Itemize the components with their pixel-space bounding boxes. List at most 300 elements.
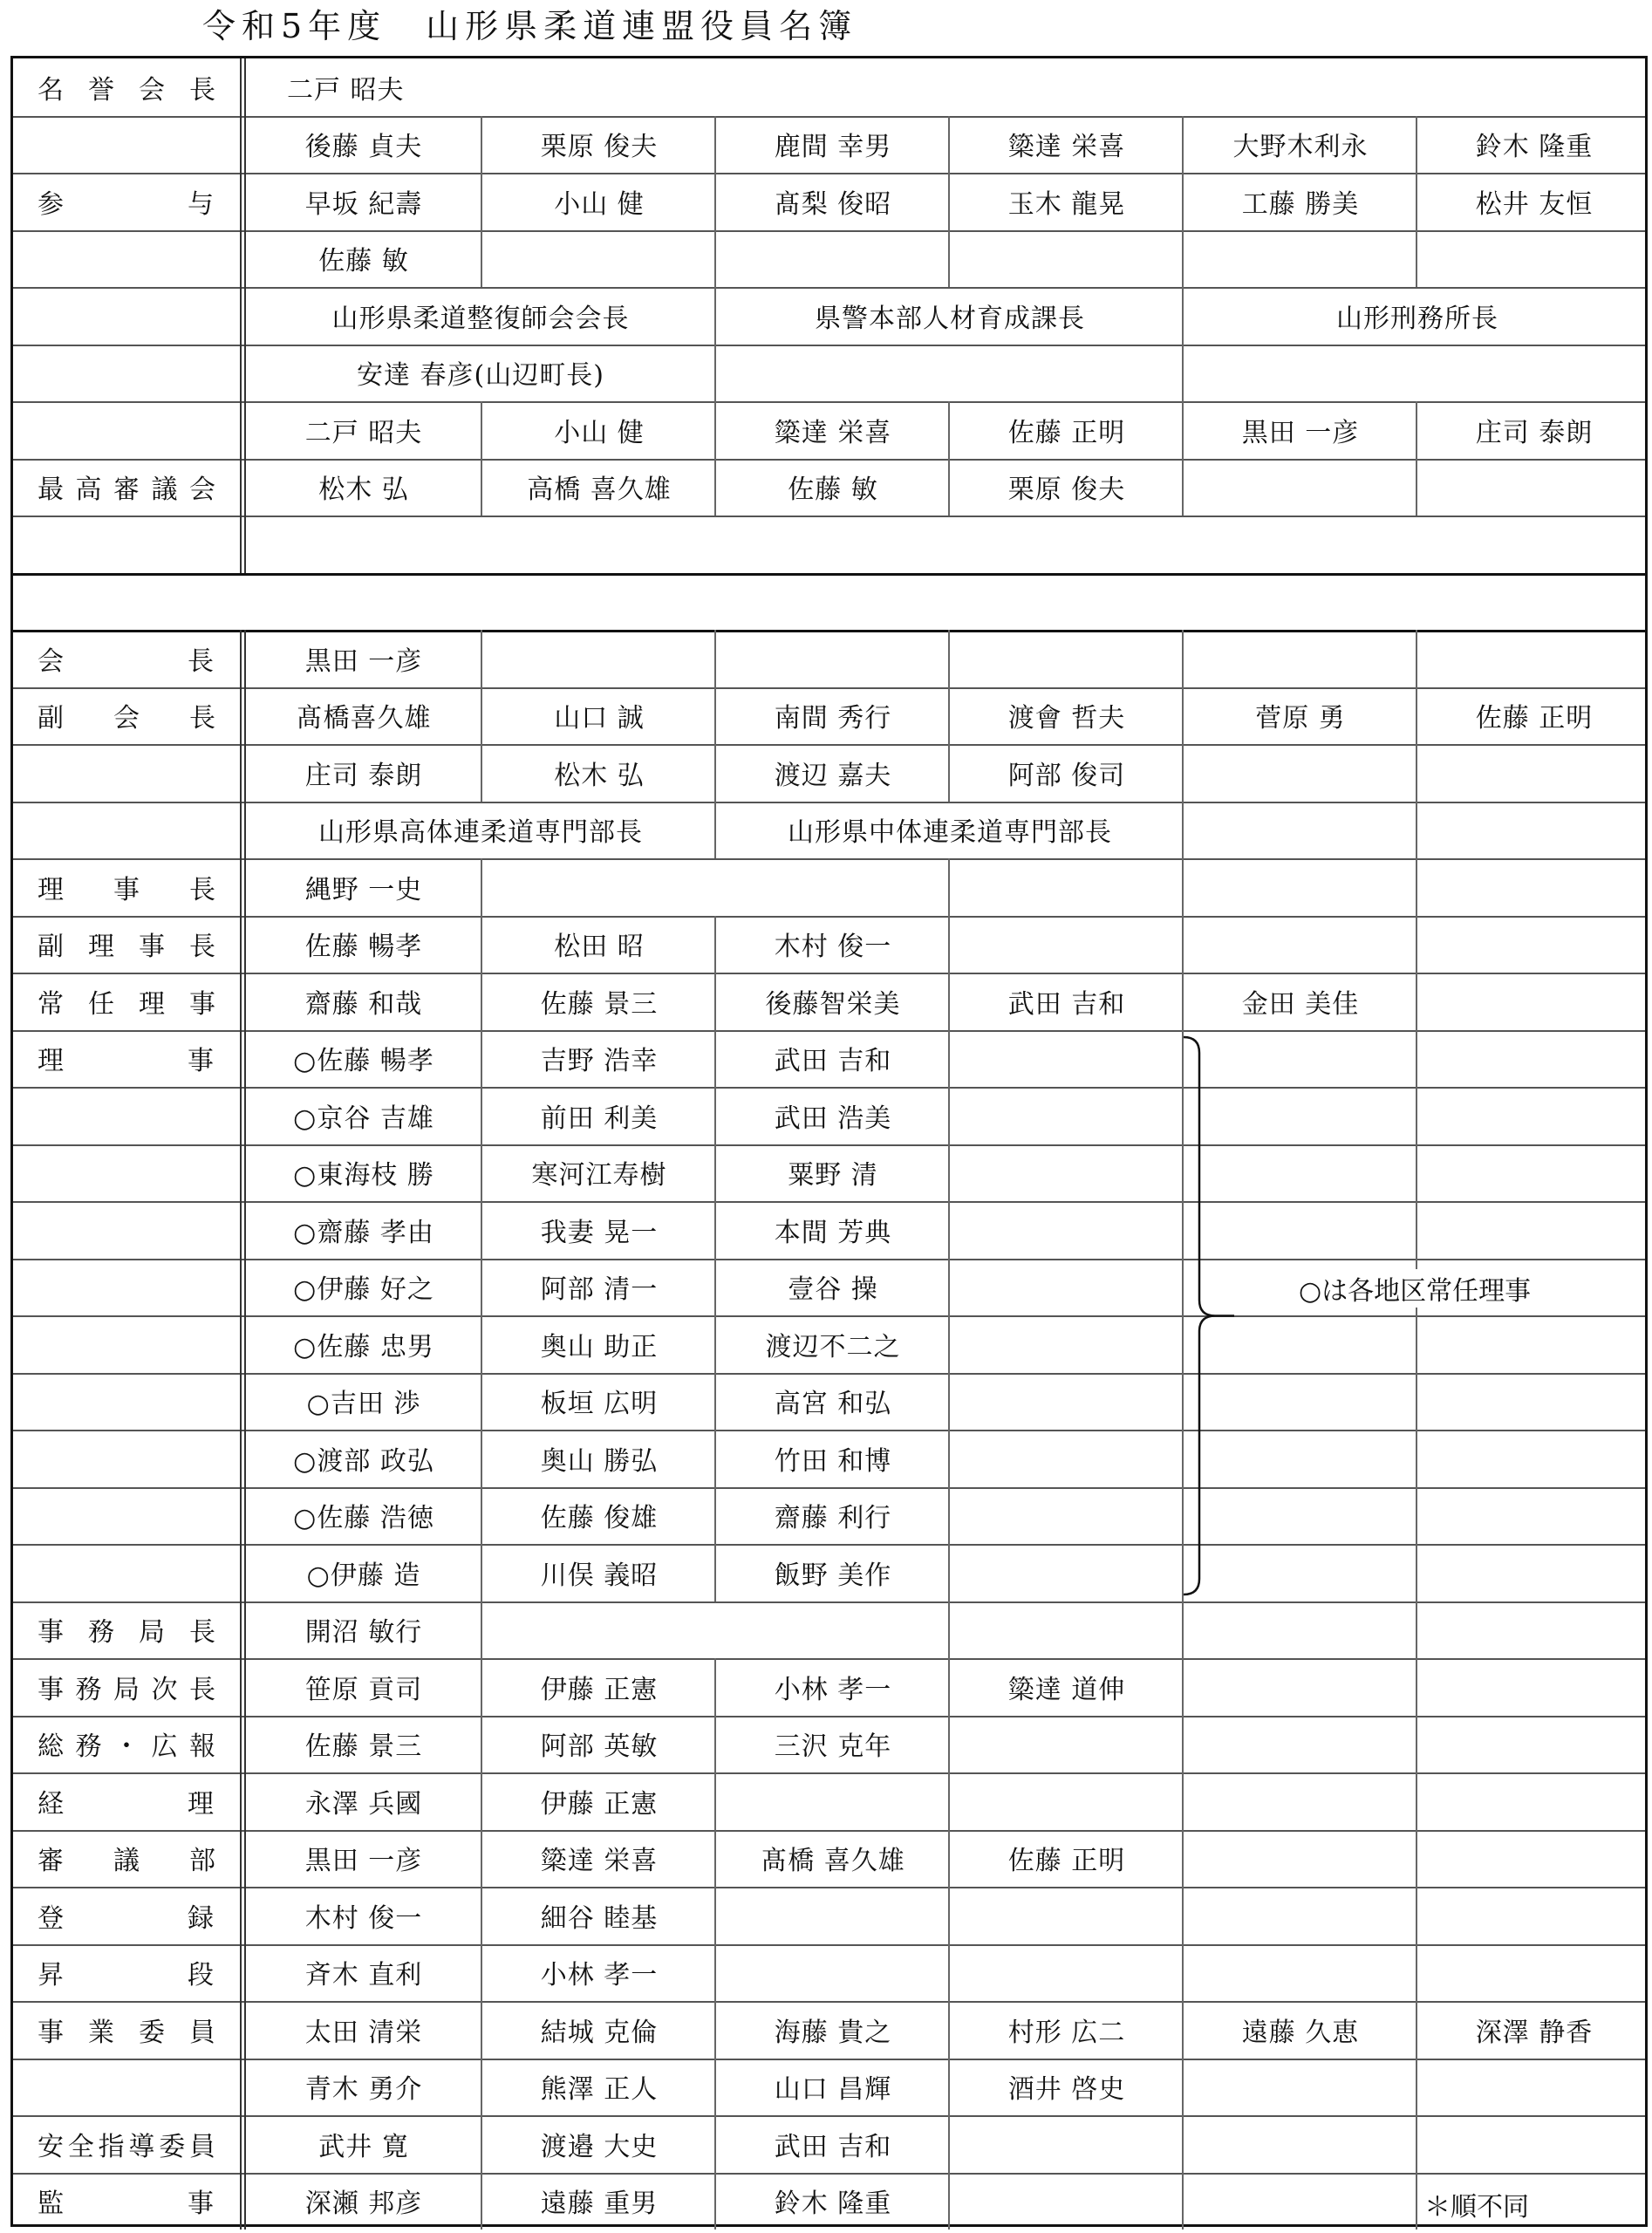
name-cell <box>714 345 1184 402</box>
name-cell: 山形県高体連柔道専門部長 <box>318 817 643 849</box>
name-cell: 鈴木 隆重 <box>714 2173 950 2230</box>
row-label-char: 理 <box>38 874 64 905</box>
name-cell <box>1416 459 1651 516</box>
name-cell: 木村 俊一 <box>304 1902 423 1934</box>
name-cell: 佐藤 暢孝 <box>304 932 423 963</box>
name-cell: 吉野 浩幸 <box>481 1030 716 1088</box>
name-cell: 金田 美佳 <box>1182 973 1417 1030</box>
name-cell: 小山 健 <box>481 173 716 230</box>
row-label <box>13 1716 240 1773</box>
row-label <box>13 516 240 573</box>
name-cell <box>1182 230 1417 288</box>
name-cell: 高橋 喜久雄 <box>481 459 716 516</box>
table-row <box>13 459 1645 518</box>
row-label-char: 審 <box>113 475 140 506</box>
name-cell <box>948 2173 1184 2230</box>
row-label-char: 業 <box>88 2017 114 2048</box>
name-cell: 簗達 道伸 <box>948 1658 1184 1716</box>
row-label-char: 会 <box>38 645 64 677</box>
row-label <box>13 1430 240 1487</box>
name-cell: 菅原 勇 <box>1182 687 1417 745</box>
name-cell <box>1416 1716 1651 1773</box>
row-label-char: ・ <box>113 1731 140 1763</box>
name-cell <box>714 230 950 288</box>
name-cell: 髙橋喜久雄 <box>296 703 432 734</box>
name-cell: 大野木利永 <box>1182 116 1417 174</box>
name-cell <box>1416 858 1651 916</box>
table-row <box>13 1544 1645 1603</box>
name-cell: 開沼 敏行 <box>304 1617 423 1649</box>
name-cell <box>1182 2059 1417 2116</box>
name-cell: 山形刑務所長 <box>1182 287 1651 345</box>
name-cell <box>948 916 1184 973</box>
row-label <box>13 2115 240 2173</box>
name-cell: 佐藤 正明 <box>948 401 1184 459</box>
table-row <box>13 345 1645 404</box>
name-cell: 山口 誠 <box>481 687 716 745</box>
name-cell: ○東海枝 勝 <box>293 1160 434 1192</box>
row-label-char: 事 <box>38 1617 64 1649</box>
row-label-char: 安 <box>38 2131 64 2162</box>
name-cell: 安達 春彦(山辺町長) <box>357 360 604 392</box>
row-label <box>13 1201 240 1259</box>
name-cell: 武田 浩美 <box>714 1087 950 1144</box>
name-cell: 工藤 勝美 <box>1182 173 1417 230</box>
name-cell <box>1416 2115 1651 2173</box>
table-row <box>13 2115 1645 2175</box>
name-cell <box>714 1944 950 2002</box>
name-cell <box>948 858 1184 916</box>
name-cell: 粟野 清 <box>714 1144 950 1202</box>
row-label-char: 理 <box>88 932 114 963</box>
row-label-char: 全 <box>67 2131 94 2162</box>
name-cell: 武田 吉和 <box>948 973 1184 1030</box>
name-cell <box>1416 1887 1651 1944</box>
name-cell <box>714 1887 950 1944</box>
name-cell: 南間 秀行 <box>714 687 950 745</box>
name-cell <box>1416 1201 1651 1259</box>
row-label <box>13 1830 240 1888</box>
name-cell <box>948 1201 1184 1259</box>
name-cell: 佐藤 敏 <box>318 246 409 277</box>
name-cell <box>1182 1772 1417 1830</box>
row-label-char: 登 <box>38 1902 64 1934</box>
table-row <box>13 401 1645 461</box>
name-cell <box>1416 1544 1651 1601</box>
row-label <box>13 630 240 687</box>
name-cell: 竹田 和博 <box>714 1430 950 1487</box>
table-row <box>13 516 1645 576</box>
name-cell: 木村 俊一 <box>714 916 950 973</box>
name-cell: ○佐藤 浩徳 <box>293 1503 434 1534</box>
name-cell: 齋藤 和哉 <box>304 988 423 1020</box>
row-label <box>13 2173 240 2230</box>
row-label-char: 導 <box>128 2131 155 2162</box>
name-cell: 伊藤 正憲 <box>481 1658 716 1716</box>
name-cell: 松木 弘 <box>318 475 409 506</box>
name-cell <box>1416 1144 1651 1202</box>
row-label <box>13 1544 240 1601</box>
row-label <box>13 459 240 516</box>
name-cell: 松田 昭 <box>481 916 716 973</box>
name-cell: 奥山 助正 <box>481 1315 716 1373</box>
name-cell <box>1182 744 1417 802</box>
officer-table <box>10 56 1648 2227</box>
name-cell: 佐藤 敏 <box>714 459 950 516</box>
row-label-char: 務 <box>88 1617 114 1649</box>
table-row <box>13 1087 1645 1146</box>
name-cell: 栗原 俊夫 <box>481 116 716 174</box>
name-cell: 太田 清栄 <box>304 2017 423 2048</box>
name-cell <box>948 630 1184 687</box>
name-cell: 遠藤 重男 <box>481 2173 716 2230</box>
name-cell: 伊藤 正憲 <box>481 1772 716 1830</box>
name-cell: 二戸 昭夫 <box>287 74 405 106</box>
name-cell <box>714 1772 950 1830</box>
name-cell: 簗達 栄喜 <box>714 401 950 459</box>
name-cell: 阿部 英敏 <box>481 1716 716 1773</box>
name-cell: 鹿間 幸男 <box>714 116 950 174</box>
name-cell <box>1182 1601 1417 1659</box>
name-cell: 笹原 貢司 <box>304 1674 423 1705</box>
table-row <box>13 1830 1645 1889</box>
name-cell <box>1416 1658 1651 1716</box>
table-row <box>13 687 1645 747</box>
name-cell: 簗達 栄喜 <box>948 116 1184 174</box>
name-cell: 佐藤 景三 <box>481 973 716 1030</box>
name-cell: 板垣 広明 <box>481 1373 716 1431</box>
table-row <box>13 1315 1645 1375</box>
name-cell <box>1416 916 1651 973</box>
row-label <box>13 802 240 859</box>
row-label <box>13 1887 240 1944</box>
row-label <box>13 1487 240 1545</box>
table-row <box>13 1144 1645 1204</box>
row-label <box>13 687 240 745</box>
row-label <box>13 173 240 230</box>
row-label <box>13 1315 240 1373</box>
row-label-char: 総 <box>38 1731 64 1763</box>
name-cell <box>481 230 716 288</box>
order-note: ＊順不同 <box>1424 2185 1529 2223</box>
name-cell: 松井 友恒 <box>1416 173 1651 230</box>
name-cell: 阿部 俊司 <box>948 744 1184 802</box>
row-label-char: 広 <box>151 1731 178 1763</box>
row-label <box>13 230 240 288</box>
table-row <box>13 973 1645 1032</box>
name-cell <box>948 1716 1184 1773</box>
name-cell: ○京谷 吉雄 <box>293 1103 434 1134</box>
row-label-char: 長 <box>189 703 215 734</box>
name-cell <box>1182 1658 1417 1716</box>
name-cell <box>1416 1315 1651 1373</box>
name-cell: 髙橋 喜久雄 <box>714 1830 950 1888</box>
name-cell: 飯野 美作 <box>714 1544 950 1601</box>
row-label-char: 委 <box>159 2131 186 2162</box>
name-cell: 熊澤 正人 <box>481 2059 716 2116</box>
name-cell: 髙梨 俊昭 <box>714 173 950 230</box>
name-cell: 武井 寛 <box>318 2131 409 2162</box>
name-cell: 細谷 睦基 <box>481 1887 716 1944</box>
row-label-char: 段 <box>188 1960 214 1991</box>
row-label-char: 誉 <box>88 74 114 106</box>
name-cell <box>948 1030 1184 1088</box>
name-cell <box>948 1373 1184 1431</box>
table-row <box>13 1201 1645 1260</box>
row-label-char: 理 <box>38 1046 64 1077</box>
row-label-char: 報 <box>189 1731 215 1763</box>
name-cell: 黒田 一彦 <box>304 645 423 677</box>
row-label <box>13 1601 240 1659</box>
name-cell: ○佐藤 忠男 <box>293 1331 434 1362</box>
name-cell: 庄司 泰朗 <box>1416 401 1651 459</box>
name-cell: 松木 弘 <box>481 744 716 802</box>
row-label-char: 事 <box>113 874 140 905</box>
name-cell <box>1182 802 1417 859</box>
name-cell: 斉木 直利 <box>304 1960 423 1991</box>
name-cell: 渡辺 嘉夫 <box>714 744 950 802</box>
name-cell <box>948 1144 1184 1202</box>
row-label-char: 事 <box>188 2189 214 2220</box>
row-label-char: 次 <box>151 1674 178 1705</box>
table-row <box>13 1658 1645 1717</box>
row-label <box>13 1144 240 1202</box>
row-label-char: 長 <box>189 74 215 106</box>
name-cell <box>948 1315 1184 1373</box>
name-cell: 齋藤 利行 <box>714 1487 950 1545</box>
row-label-char: 局 <box>139 1617 165 1649</box>
name-cell <box>948 1544 1184 1601</box>
name-cell: 栗原 俊夫 <box>948 459 1184 516</box>
name-cell <box>948 1772 1184 1830</box>
name-cell: 二戸 昭夫 <box>304 417 423 448</box>
label-divider <box>240 630 246 2230</box>
row-label <box>13 401 240 459</box>
name-cell <box>1416 1030 1651 1088</box>
row-label <box>13 116 240 174</box>
row-label-char: 昇 <box>38 1960 64 1991</box>
row-label <box>13 287 240 345</box>
name-cell: 黒田 一彦 <box>1182 401 1417 459</box>
row-label <box>13 1030 240 1088</box>
table-row <box>13 1772 1645 1832</box>
regional-director-note: ○は各地区常任理事 <box>1295 1269 1534 1308</box>
name-cell: 県警本部人材育成課長 <box>714 287 1184 345</box>
name-cell: 遠藤 久恵 <box>1182 2001 1417 2059</box>
name-cell: 本間 芳典 <box>714 1201 950 1259</box>
name-cell: 寒河江寿樹 <box>481 1144 716 1202</box>
page-title: 令和5年度 山形県柔道連盟役員名簿 <box>202 7 858 45</box>
name-cell: 渡會 哲夫 <box>948 687 1184 745</box>
name-cell <box>1182 1887 1417 1944</box>
row-label-char: 局 <box>113 1674 140 1705</box>
table-row <box>13 1887 1645 1946</box>
row-label-char: 長 <box>189 1674 215 1705</box>
name-cell <box>1182 2173 1417 2230</box>
name-cell: 我妻 晃一 <box>481 1201 716 1259</box>
section-separator <box>13 573 1645 633</box>
row-label-char: 会 <box>113 703 140 734</box>
table-row <box>13 287 1645 346</box>
name-cell <box>948 1487 1184 1545</box>
name-cell <box>1416 1487 1651 1545</box>
name-cell <box>948 1887 1184 1944</box>
name-cell <box>1416 230 1651 288</box>
name-cell: 庄司 泰朗 <box>304 760 423 791</box>
brace-area <box>1183 1030 1235 1601</box>
name-cell: ○吉田 渉 <box>306 1389 421 1420</box>
name-cell: 前田 利美 <box>481 1087 716 1144</box>
name-cell: 佐藤 正明 <box>948 1830 1184 1888</box>
name-cell: 佐藤 正明 <box>1416 687 1651 745</box>
name-cell: 深瀬 邦彦 <box>304 2189 423 2220</box>
row-label-char: 員 <box>189 2017 215 2048</box>
table-row <box>13 916 1645 975</box>
row-label-char: 副 <box>38 932 64 963</box>
row-label-char: 名 <box>38 74 64 106</box>
name-cell: 高宮 和弘 <box>714 1373 950 1431</box>
row-label-char: 副 <box>38 703 64 734</box>
name-cell: ○渡部 政弘 <box>293 1445 434 1477</box>
row-label-char: 長 <box>189 874 215 905</box>
name-cell: 永澤 兵國 <box>304 1788 423 1820</box>
table-row <box>13 58 1645 118</box>
row-label-char: 事 <box>189 988 215 1020</box>
name-cell <box>1182 459 1417 516</box>
name-cell <box>714 630 950 687</box>
name-cell <box>1416 2059 1651 2116</box>
name-cell: ○佐藤 暢孝 <box>293 1046 434 1077</box>
row-label-char: 長 <box>189 932 215 963</box>
row-label-char: 高 <box>75 475 102 506</box>
table-row <box>13 1030 1645 1089</box>
name-cell: 小林 孝一 <box>481 1944 716 2002</box>
row-label <box>13 1087 240 1144</box>
name-cell <box>1416 1373 1651 1431</box>
name-cell <box>1182 1830 1417 1888</box>
table-row <box>13 630 1645 689</box>
name-cell <box>1182 1944 1417 2002</box>
name-cell <box>481 630 716 687</box>
name-cell <box>948 1430 1184 1487</box>
name-cell <box>1416 973 1651 1030</box>
name-cell <box>1182 345 1651 402</box>
row-label <box>13 1259 240 1316</box>
row-label <box>13 1772 240 1830</box>
table-row <box>13 1487 1645 1547</box>
name-cell: 阿部 清一 <box>481 1259 716 1316</box>
name-cell: 村形 広二 <box>948 2001 1184 2059</box>
name-cell <box>948 1087 1184 1144</box>
name-cell: ○伊藤 造 <box>306 1560 421 1591</box>
name-cell: 小林 孝一 <box>714 1658 950 1716</box>
row-label <box>13 2059 240 2116</box>
name-cell <box>1416 1772 1651 1830</box>
name-cell <box>948 2115 1184 2173</box>
row-label <box>13 858 240 916</box>
name-cell: 壹谷 操 <box>714 1259 950 1316</box>
table-row <box>13 2173 1645 2230</box>
name-cell <box>948 1601 1184 1659</box>
name-cell: 佐藤 景三 <box>304 1731 423 1763</box>
table-row <box>13 1373 1645 1432</box>
name-cell: 渡邉 大史 <box>481 2115 716 2173</box>
table-row <box>13 2059 1645 2118</box>
row-label <box>13 916 240 973</box>
row-label <box>13 58 240 116</box>
row-label <box>13 345 240 402</box>
table-row <box>13 802 1645 861</box>
row-label-char: 与 <box>188 188 214 220</box>
name-cell: 簗達 栄喜 <box>481 1830 716 1888</box>
table-row <box>13 1601 1645 1661</box>
name-cell: 武田 吉和 <box>714 2115 950 2173</box>
row-label-char: 務 <box>75 1674 102 1705</box>
table-row <box>13 2001 1645 2060</box>
row-label <box>13 1944 240 2002</box>
name-cell <box>1416 802 1651 859</box>
name-cell <box>948 230 1184 288</box>
name-cell: 後藤 貞夫 <box>304 132 423 163</box>
table-row <box>13 1716 1645 1775</box>
name-cell <box>1416 1087 1651 1144</box>
row-label-char: 事 <box>139 932 165 963</box>
name-cell <box>1416 630 1651 687</box>
table-row <box>13 858 1645 918</box>
name-cell <box>247 516 1649 573</box>
table-row <box>13 1944 1645 2004</box>
row-label-char: 事 <box>188 1046 214 1077</box>
table-row <box>13 230 1645 290</box>
row-label-char: 会 <box>139 74 165 106</box>
name-cell: 海藤 貴之 <box>714 2001 950 2059</box>
table-row <box>13 173 1645 232</box>
row-label-char: 事 <box>38 1674 64 1705</box>
table-row <box>13 1430 1645 1489</box>
row-label-char: 録 <box>188 1902 214 1934</box>
row-label <box>13 1658 240 1716</box>
name-cell <box>1416 1830 1651 1888</box>
table-row <box>13 744 1645 803</box>
name-cell: 後藤智栄美 <box>714 973 950 1030</box>
table-row <box>13 116 1645 175</box>
name-cell: 玉木 龍晃 <box>948 173 1184 230</box>
name-cell: 早坂 紀壽 <box>304 188 423 220</box>
row-label-char: 委 <box>139 2017 165 2048</box>
row-label-char: 長 <box>188 645 214 677</box>
name-cell: 縄野 一史 <box>304 874 423 905</box>
name-cell <box>1182 2115 1417 2173</box>
row-label <box>13 744 240 802</box>
name-cell <box>1182 916 1417 973</box>
name-cell: 青木 勇介 <box>304 2074 423 2106</box>
name-cell: 渡辺不二之 <box>714 1315 950 1373</box>
row-label-char: 理 <box>139 988 165 1020</box>
row-label-char: 理 <box>188 1788 214 1820</box>
row-label-char: 審 <box>38 1846 64 1877</box>
name-cell: 山形県柔道整復師会会長 <box>331 303 630 334</box>
row-label <box>13 973 240 1030</box>
name-cell: 山形県中体連柔道専門部長 <box>714 802 1184 859</box>
name-cell <box>948 1259 1184 1316</box>
name-cell <box>1182 858 1417 916</box>
row-label-char: 指 <box>98 2131 125 2162</box>
row-label-char: 事 <box>38 2017 64 2048</box>
row-label <box>13 2001 240 2059</box>
name-cell: 佐藤 俊雄 <box>481 1487 716 1545</box>
row-label-char: 部 <box>189 1846 215 1877</box>
row-label-char: 監 <box>38 2189 64 2220</box>
